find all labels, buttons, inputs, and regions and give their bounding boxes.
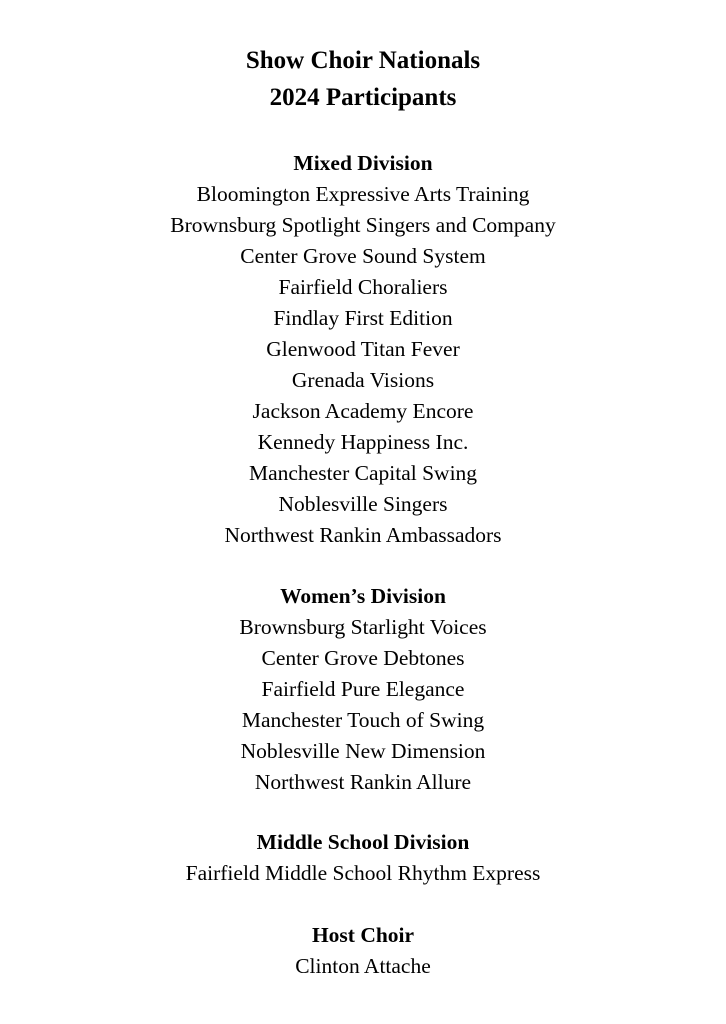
mixed-division-section xyxy=(0,148,726,551)
list-item: Kennedy Happiness Inc. xyxy=(257,430,469,454)
document-title xyxy=(0,42,726,116)
title-line-2: 2024 Participants xyxy=(269,84,457,111)
section-heading: Women’s Division xyxy=(280,584,446,608)
section-heading: Mixed Division xyxy=(293,151,433,175)
host-choir-section xyxy=(0,920,726,982)
title-line-1: Show Choir Nationals xyxy=(245,47,481,74)
list-item: Manchester Touch of Swing xyxy=(241,708,485,732)
section-heading: Middle School Division xyxy=(256,830,470,854)
womens-division-section xyxy=(0,581,726,798)
list-item: Northwest Rankin Allure xyxy=(254,770,472,794)
list-item: Fairfield Choraliers xyxy=(278,275,448,299)
list-item: Brownsburg Starlight Voices xyxy=(239,615,487,639)
section-heading: Host Choir xyxy=(311,923,415,947)
list-item: Bloomington Expressive Arts Training xyxy=(196,182,530,206)
list-item: Grenada Visions xyxy=(291,368,435,392)
list-item: Noblesville New Dimension xyxy=(240,739,486,763)
list-item: Glenwood Titan Fever xyxy=(266,337,460,361)
list-item: Northwest Rankin Ambassadors xyxy=(224,523,502,547)
list-item: Findlay First Edition xyxy=(273,306,453,330)
list-item: Fairfield Middle School Rhythm Express xyxy=(185,861,541,885)
list-item: Center Grove Debtones xyxy=(261,646,465,670)
list-item: Brownsburg Spotlight Singers and Company xyxy=(170,213,556,237)
middle-school-division-section xyxy=(0,827,726,889)
list-item: Jackson Academy Encore xyxy=(252,399,474,423)
list-item: Manchester Capital Swing xyxy=(248,461,478,485)
list-item: Clinton Attache xyxy=(295,954,431,978)
list-item: Noblesville Singers xyxy=(278,492,448,516)
list-item: Center Grove Sound System xyxy=(240,244,486,268)
list-item: Fairfield Pure Elegance xyxy=(261,677,465,701)
